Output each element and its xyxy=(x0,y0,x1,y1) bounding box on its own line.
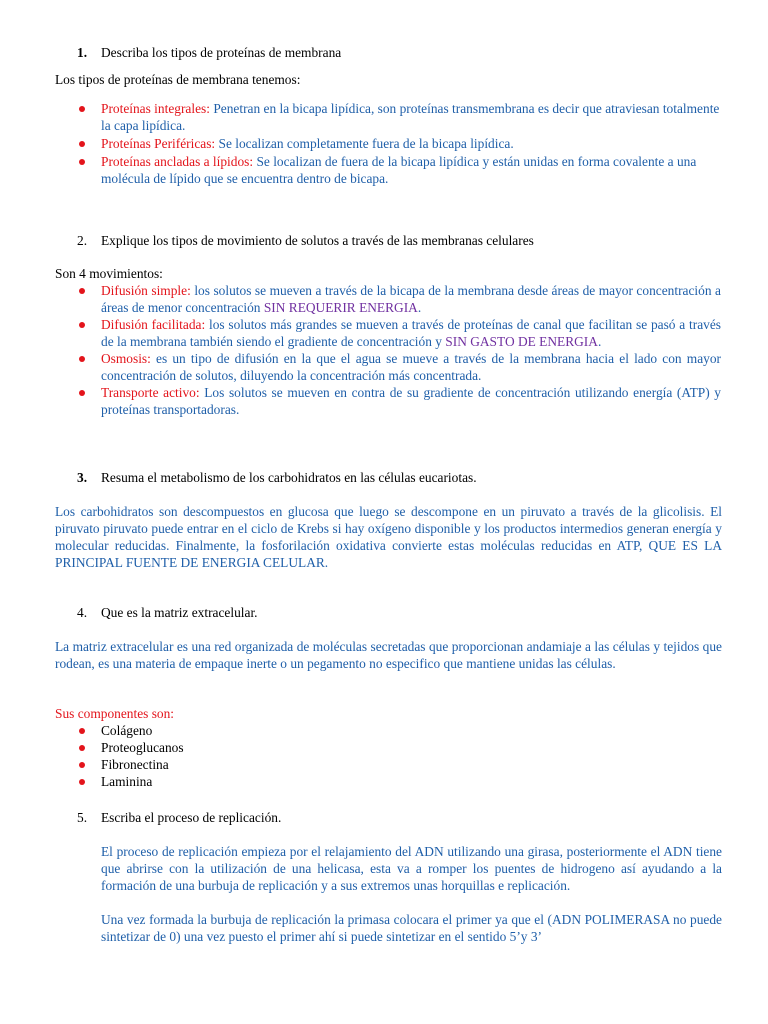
question-4-answer: La matriz extracelular es una red organizada de moléculas secretadas que proporcionan andamiaje a las células y tejidos que rodean, es una materia de empaque inerte o un pegamento no especifico que mantiene unidas las células. xyxy=(55,639,722,671)
term-label: Osmosis: xyxy=(101,351,151,366)
bullet-icon xyxy=(79,745,85,751)
bullet-icon xyxy=(79,390,85,396)
term-description: Los solutos se mueven en contra de su gradiente de concentración utilizando energía (ATP) y proteínas transportadoras. xyxy=(101,385,721,417)
list-item xyxy=(79,316,721,350)
question-title: Describa los tipos de proteínas de membrana xyxy=(101,45,342,60)
term-label: Transporte activo: xyxy=(101,385,200,400)
component-name: Fibronectina xyxy=(101,757,169,772)
component-name: Proteoglucanos xyxy=(101,740,184,755)
term-description: Se localizan de fuera de la bicapa lipídica y están unidas en forma covalente a una molécula de lípido que se encuentra dentro de bicapa. xyxy=(101,154,697,186)
question-2-intro: Son 4 movimientos: xyxy=(55,266,163,281)
bullet-icon xyxy=(79,288,85,294)
question-title: Resuma el metabolismo de los carbohidratos en las células eucariotas. xyxy=(101,470,477,485)
component-name: Colágeno xyxy=(101,723,153,738)
term-label: Proteínas integrales: xyxy=(101,101,210,116)
question-title: Explique los tipos de movimiento de solutos a través de las membranas celulares xyxy=(101,233,534,248)
question-3-answer: Los carbohidratos son descompuestos en glucosa que luego se descompone en un piruvato a través de la glicolisis. El piruvato piruvato puede entrar en el ciclo de Krebs si hay oxígeno disponible y los productos intermedios generan energía y molecular reducidas. Finalmente, la fosforilación oxidativa convierte estas moléculas reducidas en ATP, QUE ES LA PRINCIPAL FUENTE DE ENERGIA CELULAR. xyxy=(55,504,722,570)
question-number: 3. xyxy=(77,470,88,485)
list-item xyxy=(79,350,721,384)
question-number: 4. xyxy=(77,605,88,620)
bullet-icon xyxy=(79,106,85,112)
term-description: los solutos más grandes se mueven a través de proteínas de canal que facilitan se pasó a través de la membrana también siendo el gradiente de concentración y xyxy=(101,317,721,349)
term-emphasis: SIN REQUERIR ENERGIA xyxy=(263,300,418,315)
list-item xyxy=(79,100,727,134)
term-description: Se localizan completamente fuera de la bicapa lipídica. xyxy=(215,136,514,151)
bullet-icon xyxy=(79,159,85,165)
solute-movement-list xyxy=(79,282,721,418)
term-description: Penetran en la bicapa lipídica, son proteínas transmembrana es decir que atraviesan totalmente la capa lipídica. xyxy=(101,101,720,133)
components-list xyxy=(79,722,379,790)
bullet-icon xyxy=(79,322,85,328)
list-item xyxy=(79,739,379,756)
list-item xyxy=(79,384,721,418)
question-5-answer-paragraph-1: El proceso de replicación empieza por el relajamiento del ADN utilizando una girasa, posteriormente el ADN tiene que abrirse con la utilización de una helicasa, esta va a romper los puentes de hidrogeno así ayudando a la formación de una burbuja de replicación y a sus extremos unas horquillas e replicación. xyxy=(101,844,722,893)
list-item xyxy=(79,282,721,316)
component-name: Laminina xyxy=(101,774,153,789)
bullet-icon xyxy=(79,728,85,734)
list-item xyxy=(79,756,379,773)
term-tail: . xyxy=(597,334,602,349)
term-label: Difusión simple: xyxy=(101,283,191,298)
question-number: 5. xyxy=(77,810,88,825)
question-5-answer-paragraph-2: Una vez formada la burbuja de replicación la primasa colocara el primer ya que el (ADN POLIMERASA no puede sintetizar de 0) una vez puesto el primer ahí si puede sintetizar en el sentido 5’y 3’ xyxy=(101,912,722,944)
question-4-heading xyxy=(77,604,728,621)
components-label: Sus componentes son: xyxy=(55,706,175,721)
bullet-icon xyxy=(79,356,85,362)
question-2-heading xyxy=(77,232,728,249)
term-tail: . xyxy=(417,300,422,315)
question-5-heading xyxy=(77,809,728,826)
question-number: 1. xyxy=(77,45,88,60)
term-label: Proteínas ancladas a lípidos: xyxy=(101,154,254,169)
list-item xyxy=(79,722,379,739)
list-item xyxy=(79,135,727,152)
question-1-heading xyxy=(77,44,728,61)
question-1-intro: Los tipos de proteínas de membrana tenemos: xyxy=(55,72,301,87)
term-label: Proteínas Periféricas: xyxy=(101,136,216,151)
term-label: Difusión facilitada: xyxy=(101,317,206,332)
question-title: Que es la matriz extracelular. xyxy=(101,605,258,620)
bullet-icon xyxy=(79,779,85,785)
question-3-heading xyxy=(77,469,728,486)
bullet-icon xyxy=(79,762,85,768)
term-emphasis: SIN GASTO DE ENERGIA xyxy=(445,334,598,349)
list-item xyxy=(79,773,379,790)
question-title: Escriba el proceso de replicación. xyxy=(101,810,282,825)
question-number: 2. xyxy=(77,233,88,248)
term-description: los solutos se mueven a través de la bicapa de la membrana desde áreas de mayor concentración a áreas de menor concentración xyxy=(101,283,721,315)
bullet-icon xyxy=(79,141,85,147)
list-item xyxy=(79,153,727,187)
membrane-protein-list xyxy=(79,100,727,187)
term-description: es un tipo de difusión en la que el agua se mueve a través de la membrana hacia el lado con mayor concentración de solutos, diluyendo la concentración más concentrada. xyxy=(101,351,721,383)
